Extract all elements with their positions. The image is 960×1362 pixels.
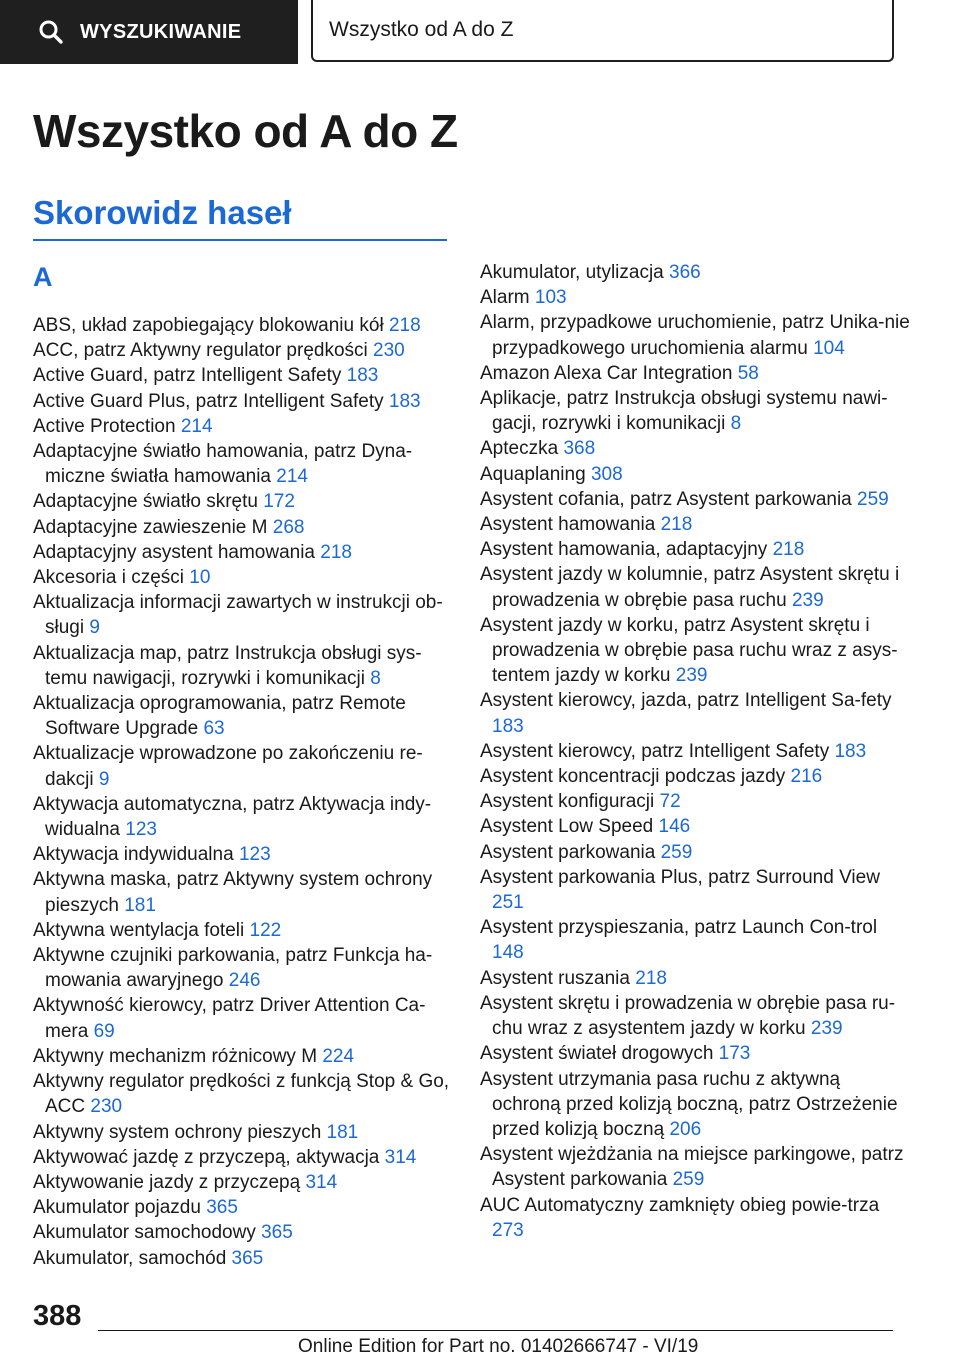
search-button[interactable] xyxy=(0,0,298,64)
entry-text: Adaptacyjne światło hamowania, patrz Dyna-miczne światła hamowania xyxy=(33,441,413,488)
index-entry xyxy=(33,1069,453,1119)
entry-text: Amazon Alexa Car Integration xyxy=(480,362,733,384)
index-entry xyxy=(480,840,910,865)
entry-text: Aktywny regulator prędkości z funkcją Stop & Go, ACC xyxy=(33,1071,450,1118)
search-icon xyxy=(38,19,64,45)
index-entry xyxy=(480,991,910,1041)
page-link[interactable]: 314 xyxy=(384,1146,417,1168)
entry-text: Asystent świateł drogowych xyxy=(480,1043,714,1065)
page-link[interactable]: 239 xyxy=(791,589,824,611)
entry-text: Aktywność kierowcy, patrz Driver Attention Ca-mera xyxy=(33,995,426,1042)
index-entry xyxy=(480,764,910,789)
index-entry xyxy=(33,540,453,565)
page-link[interactable]: 123 xyxy=(238,844,271,866)
index-entry xyxy=(480,386,910,436)
page-link[interactable]: 239 xyxy=(810,1018,843,1040)
index-entry xyxy=(33,1246,453,1271)
page-link[interactable]: 368 xyxy=(563,438,596,460)
entry-text: Asystent jazdy w kolumnie, patrz Asystent skrętu i prowadzenia w obrębie pasa ruchu xyxy=(480,564,900,611)
index-entry xyxy=(480,562,910,612)
entry-text: ABS, układ zapobiegający blokowaniu kół xyxy=(33,315,384,336)
page-link[interactable]: 365 xyxy=(261,1222,293,1244)
index-entry xyxy=(33,389,453,414)
index-entry xyxy=(33,641,453,691)
page-link[interactable]: 9 xyxy=(98,768,110,790)
edition-info: Online Edition for Part no. 01402666747 - VI/19 xyxy=(298,1336,699,1357)
page-link[interactable]: 146 xyxy=(658,816,691,838)
index-entry xyxy=(480,789,910,814)
page-link[interactable]: 214 xyxy=(180,415,213,437)
page-link[interactable]: 103 xyxy=(534,287,567,309)
index-entry xyxy=(33,590,453,640)
index-entry xyxy=(480,688,910,738)
page-link[interactable]: 214 xyxy=(276,466,308,488)
breadcrumb: Wszystko od A do Z xyxy=(329,18,514,41)
breadcrumb-tab[interactable] xyxy=(311,0,894,62)
entry-text: Adaptacyjne światło skrętu xyxy=(33,491,258,513)
page-link[interactable]: 181 xyxy=(124,894,156,916)
index-entry xyxy=(33,918,453,943)
entry-text: Aktywacja automatyczna, patrz Aktywacja indy-widualna xyxy=(33,793,432,841)
index-entry xyxy=(480,739,910,764)
index-entry xyxy=(480,512,910,537)
page-link[interactable]: 230 xyxy=(90,1096,123,1118)
index-entry xyxy=(480,537,910,562)
entry-text: Asystent kierowcy, jazda, patrz Intelligent Sa-fety xyxy=(480,690,892,712)
index-entry xyxy=(480,915,910,965)
index-entry xyxy=(480,310,910,360)
page-link[interactable]: 365 xyxy=(231,1247,264,1269)
index-entry xyxy=(33,439,453,489)
index-entry xyxy=(33,842,453,867)
page-link[interactable]: 259 xyxy=(857,488,889,510)
index-entry xyxy=(480,487,910,512)
index-entry xyxy=(480,436,910,461)
index-entry xyxy=(480,260,910,285)
index-letter: A xyxy=(33,262,53,292)
section-title: Skorowidz haseł xyxy=(33,194,292,231)
entry-text: Aktywne czujniki parkowania, patrz Funkcja ha-mowania awaryjnego xyxy=(33,945,433,992)
index-entry xyxy=(480,613,910,689)
entry-text: Aktualizacja oprogramowania, patrz Remote Software Upgrade xyxy=(33,693,406,740)
page-link[interactable]: 104 xyxy=(813,337,845,359)
entry-text: Apteczka xyxy=(480,438,559,460)
entry-text: Asystent utrzymania pasa ruchu z aktywną ochroną przed kolizją boczną, patrz Ostrzeżenie przed kolizją boczną xyxy=(480,1068,898,1140)
entry-text: Adaptacyjny asystent hamowania xyxy=(33,541,315,563)
page-link[interactable]: 314 xyxy=(305,1171,338,1193)
entry-text: Asystent parkowania Plus, patrz Surround View xyxy=(480,866,880,888)
index-entry xyxy=(33,414,453,439)
page-link[interactable]: 251 xyxy=(492,892,524,914)
entry-text: Asystent wjeżdżania na miejsce parkingowe, patrz Asystent parkowania xyxy=(480,1144,904,1191)
page-link[interactable]: 58 xyxy=(737,362,759,384)
entry-text: Aktualizacja map, patrz Instrukcja obsługi sys-temu nawigacji, rozrywki i komunikacji xyxy=(33,642,422,689)
index-entry xyxy=(480,1193,910,1243)
entry-text: Asystent kierowcy, patrz Intelligent Safety xyxy=(480,740,830,762)
entry-text: Akcesoria i części xyxy=(33,567,184,589)
entry-text: Aquaplaning xyxy=(480,463,586,485)
index-entry xyxy=(33,1044,453,1069)
entry-text: Akumulator samochodowy xyxy=(33,1222,256,1244)
entry-text: Alarm, przypadkowe uruchomienie, patrz Unika-nie przypadkowego uruchomienia alarmu xyxy=(480,312,910,359)
page-link[interactable]: 259 xyxy=(660,841,693,863)
entry-text: Alarm xyxy=(480,287,530,309)
page-link[interactable]: 8 xyxy=(730,413,742,435)
page-link[interactable]: 69 xyxy=(93,1020,115,1042)
entry-text: Aktywna wentylacja foteli xyxy=(33,919,245,941)
entry-text: Aktywna maska, patrz Aktywny system ochrony pieszych xyxy=(33,869,433,916)
entry-text: Asystent skrętu i prowadzenia w obrębie pasa ru-chu wraz z asystentem jazdy w korku xyxy=(480,992,896,1040)
page-link[interactable]: 183 xyxy=(388,390,421,412)
footer-divider xyxy=(98,1330,893,1331)
page-title: Wszystko od A do Z xyxy=(33,105,458,157)
entry-text: Aktywny system ochrony pieszych xyxy=(33,1121,322,1143)
entry-text: Active Guard Plus, patrz Intelligent Safety xyxy=(33,390,384,412)
page-link[interactable]: 365 xyxy=(206,1197,238,1219)
page-link[interactable]: 183 xyxy=(834,740,867,762)
page-link[interactable]: 366 xyxy=(669,262,701,283)
entry-text: Aktywować jazdę z przyczepą, aktywacja xyxy=(33,1146,380,1168)
entry-text: Akumulator, utylizacja xyxy=(480,262,664,283)
page-link[interactable]: 63 xyxy=(203,718,225,740)
index-entry xyxy=(480,361,910,386)
entry-text: Aktywacja indywidualna xyxy=(33,844,234,866)
page-link[interactable]: 183 xyxy=(492,715,524,737)
index-entry xyxy=(480,1067,910,1143)
page-link[interactable]: 9 xyxy=(89,617,100,639)
page-link[interactable]: 123 xyxy=(125,819,157,841)
index-entry xyxy=(33,1195,453,1220)
index-entry xyxy=(33,565,453,590)
entry-text: AUC Automatyczny zamknięty obieg powie-trza xyxy=(480,1194,880,1216)
page-link[interactable]: 122 xyxy=(249,919,282,941)
entry-text: Aktywowanie jazdy z przyczepą xyxy=(33,1171,301,1193)
top-navigation xyxy=(0,0,960,66)
index-entry xyxy=(33,489,453,514)
index-entry xyxy=(33,943,453,993)
entry-text: Aktualizacja informacji zawartych w instrukcji ob-sługi xyxy=(33,592,443,639)
index-entry xyxy=(480,1041,910,1066)
index-entry xyxy=(33,1170,453,1195)
index-entry xyxy=(33,867,453,917)
index-column-left xyxy=(33,313,453,1271)
page-link[interactable]: 218 xyxy=(388,315,421,336)
entry-text: Akumulator, samochód xyxy=(33,1247,227,1269)
entry-text: Asystent hamowania xyxy=(480,514,656,536)
entry-text: Asystent hamowania, adaptacyjny xyxy=(480,539,768,561)
page-link[interactable]: 148 xyxy=(492,942,524,964)
page-link[interactable]: 246 xyxy=(228,970,261,992)
index-entry xyxy=(480,1142,910,1192)
index-entry xyxy=(33,338,453,363)
index-entry xyxy=(33,792,453,842)
index-entry xyxy=(33,313,453,338)
page-link[interactable]: 224 xyxy=(322,1045,355,1067)
search-label: WYSZUKIWANIE xyxy=(80,20,242,43)
index-entry xyxy=(33,741,453,791)
entry-text: Aplikacje, patrz Instrukcja obsługi systemu nawi-gacji, rozrywki i komunikacji xyxy=(480,388,888,435)
page-link[interactable]: 172 xyxy=(263,491,295,513)
index-entry xyxy=(33,363,453,388)
index-entry xyxy=(480,285,910,310)
page-link[interactable]: 218 xyxy=(320,541,352,563)
page-link[interactable]: 230 xyxy=(373,340,405,362)
entry-text: Active Protection xyxy=(33,415,176,437)
section-divider xyxy=(33,239,447,241)
index-entry xyxy=(33,515,453,540)
page-link[interactable]: 10 xyxy=(189,567,211,589)
index-entry xyxy=(33,691,453,741)
page-link[interactable]: 273 xyxy=(492,1219,524,1241)
entry-text: Aktualizacje wprowadzone po zakończeniu re-dakcji xyxy=(33,743,423,790)
entry-text: Adaptacyjne zawieszenie M xyxy=(33,516,268,538)
entry-text: Aktywny mechanizm różnicowy M xyxy=(33,1045,318,1067)
index-entry xyxy=(33,993,453,1043)
page-link[interactable]: 308 xyxy=(590,463,623,485)
entry-text: Asystent konfiguracji xyxy=(480,791,655,813)
entry-text: Asystent parkowania xyxy=(480,841,656,863)
page-link[interactable]: 218 xyxy=(635,967,667,989)
page-link[interactable]: 173 xyxy=(718,1043,751,1065)
entry-text: Asystent jazdy w korku, patrz Asystent skrętu i prowadzenia w obrębie pasa ruchu wraz z asys-tentem jazdy w korku xyxy=(480,614,898,687)
index-entry xyxy=(480,814,910,839)
entry-text: Asystent ruszania xyxy=(480,967,630,989)
page-link[interactable]: 216 xyxy=(790,766,823,788)
index-entry xyxy=(480,865,910,915)
entry-text: ACC, patrz Aktywny regulator prędkości xyxy=(33,340,368,362)
index-entry xyxy=(33,1145,453,1170)
index-entry xyxy=(480,966,910,991)
page-link[interactable]: 8 xyxy=(370,667,381,689)
page-link[interactable]: 239 xyxy=(675,665,708,687)
page-link[interactable]: 259 xyxy=(672,1169,705,1191)
entry-text: Asystent Low Speed xyxy=(480,816,654,838)
page-link[interactable]: 218 xyxy=(772,539,805,561)
page-link[interactable]: 206 xyxy=(669,1118,702,1140)
index-column-right xyxy=(480,260,910,1243)
entry-text: Active Guard, patrz Intelligent Safety xyxy=(33,365,342,387)
page-link[interactable]: 183 xyxy=(346,365,379,387)
page-number: 388 xyxy=(33,1300,82,1332)
entry-text: Akumulator pojazdu xyxy=(33,1197,201,1219)
page-link[interactable]: 268 xyxy=(272,516,305,538)
entry-text: Asystent koncentracji podczas jazdy xyxy=(480,766,786,788)
page-link[interactable]: 218 xyxy=(660,514,693,536)
index-entry xyxy=(33,1220,453,1245)
entry-text: Asystent przyspieszania, patrz Launch Con-trol xyxy=(480,917,878,939)
index-entry xyxy=(33,1120,453,1145)
index-entry xyxy=(480,462,910,487)
entry-text: Asystent cofania, patrz Asystent parkowania xyxy=(480,488,852,510)
page-link[interactable]: 181 xyxy=(326,1121,359,1143)
page-link[interactable]: 72 xyxy=(659,791,681,813)
